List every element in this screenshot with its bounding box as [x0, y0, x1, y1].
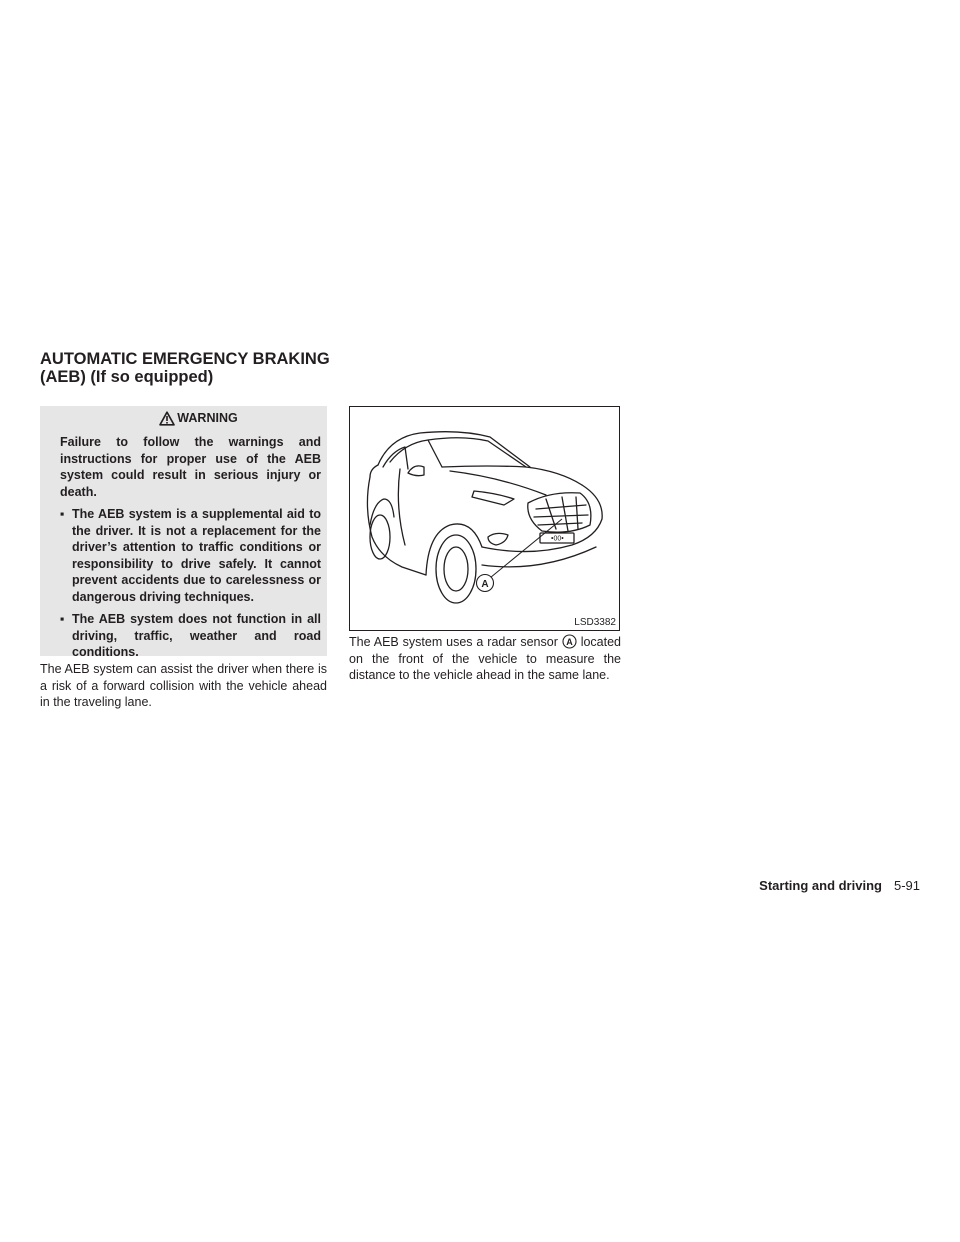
warning-intro: Failure to follow the warnings and instructions for proper use of the AEB system could result in serious injury or death. — [60, 435, 321, 499]
bullet-marker: ▪ — [60, 612, 65, 626]
footer-page-number: 5-91 — [893, 878, 920, 893]
warning-bullet-text: The AEB system does not function in all driving, traffic, weather and road conditions. — [72, 612, 321, 659]
body-right-after: located on the front of the vehicle to measure the distance to the vehicle ahead in the same lane. — [349, 635, 621, 682]
body-paragraph-right — [349, 634, 621, 684]
vehicle-figure — [349, 406, 620, 631]
body-paragraph-left: The AEB system can assist the driver when there is a risk of a forward collision with the vehicle ahead in the traveling lane. — [40, 662, 327, 709]
warning-bullet — [60, 611, 321, 661]
car-illustration — [350, 407, 620, 631]
warning-header — [60, 406, 321, 430]
bullet-marker: ▪ — [60, 507, 65, 521]
svg-text:•00•: •00• — [551, 535, 564, 543]
section-title-line-2: (AEB) (If so equipped) — [40, 368, 214, 386]
figure-callout-label: A — [481, 579, 489, 590]
figure-code: LSD3382 — [574, 617, 616, 628]
warning-heading: WARNING — [177, 411, 238, 425]
section-title — [40, 350, 600, 386]
warning-body — [60, 434, 321, 661]
section-title-line-1: AUTOMATIC EMERGENCY BRAKING — [40, 350, 330, 368]
callout-a-label: A — [566, 637, 573, 647]
page-footer — [759, 878, 920, 893]
footer-section-name: Starting and driving — [759, 878, 882, 893]
warning-box — [40, 406, 327, 659]
warning-triangle-icon — [159, 411, 175, 426]
callout-a-icon — [562, 634, 577, 649]
warning-bullet-text: The AEB system is a supplemental aid to the driver. It is not a replacement for the driver’s attention to traffic conditions or responsibility to drive safely. It cannot prevent accidents due to carelessness or dangerous driving techniques. — [72, 507, 321, 604]
warning-bullet — [60, 506, 321, 605]
body-right-before: The AEB system uses a radar sensor — [349, 635, 558, 649]
